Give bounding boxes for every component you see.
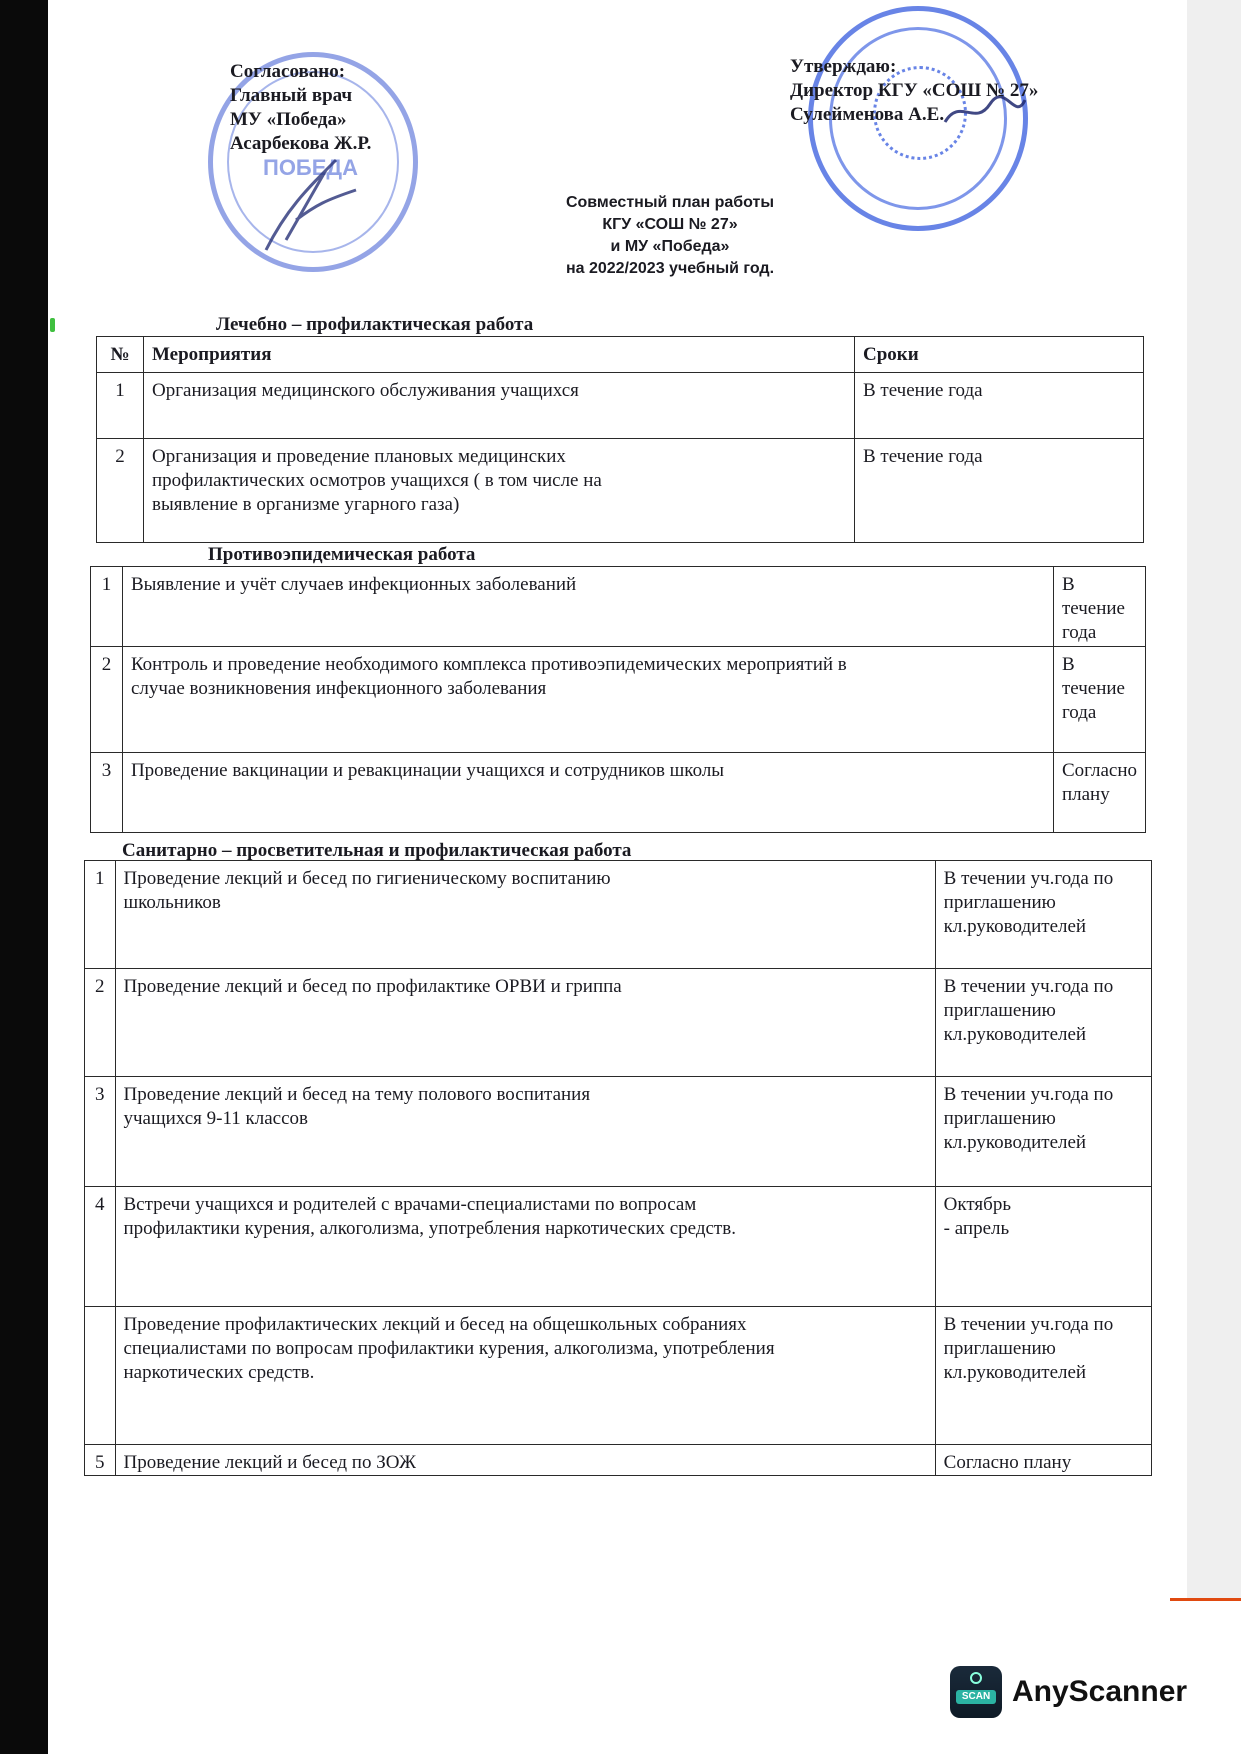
header-num: №	[97, 337, 144, 373]
row-term: В течение года	[1053, 647, 1145, 753]
table-row	[85, 861, 1152, 969]
section-title-sanitary: Санитарно – просветительная и профилактическая работа	[122, 840, 632, 861]
row-num: 1	[97, 373, 144, 439]
row-event: Проведение лекций и бесед по гигиеническому воспитанию школьников	[115, 861, 935, 969]
approval-right-line: Сулейменова А.Е.	[790, 104, 945, 125]
row-event: Проведение лекций и бесед по профилактике ОРВИ и гриппа	[115, 969, 935, 1077]
approval-right-line: Директор КГУ «СОШ № 27»	[790, 80, 1039, 101]
scanner-app-icon	[950, 1666, 1002, 1718]
approval-left	[230, 60, 371, 156]
row-term: В течение года	[1053, 567, 1145, 647]
table-row	[91, 567, 1146, 647]
table-row	[85, 1445, 1152, 1476]
row-num: 1	[85, 861, 116, 969]
title-line: и МУ «Победа»	[610, 238, 730, 255]
row-event: Проведение вакцинации и ревакцинации учащихся и сотрудников школы	[122, 753, 1053, 833]
row-term: В течении уч.года по приглашению кл.руководителей	[935, 969, 1151, 1077]
approval-right	[790, 55, 1038, 127]
row-event: Проведение лекций и бесед по ЗОЖ	[115, 1445, 935, 1476]
row-event: Проведение лекций и бесед на тему полового воспитания учащихся 9-11 классов	[115, 1077, 935, 1187]
table-row	[85, 1307, 1152, 1445]
scan-edge-mark	[50, 318, 55, 332]
row-term: В течение года	[855, 439, 1144, 543]
table-epidemic	[90, 566, 1146, 833]
scan-edge-right	[1187, 0, 1241, 1600]
table-header-row	[97, 337, 1144, 373]
section-title-epidemic: Противоэпидемическая работа	[208, 544, 476, 565]
approval-right-line: Утверждаю:	[790, 56, 897, 77]
row-event: Выявление и учёт случаев инфекционных заболеваний	[122, 567, 1053, 647]
lens-icon	[970, 1672, 982, 1684]
stamp-left-text: ПОБЕДА	[263, 155, 358, 180]
row-num: 2	[85, 969, 116, 1077]
section-title-treatment: Лечебно – профилактическая работа	[216, 314, 534, 335]
row-num: 1	[91, 567, 123, 647]
scan-edge-accent	[1170, 1598, 1241, 1601]
approval-left-line: Асарбекова Ж.Р.	[230, 133, 372, 154]
row-term: В течении уч.года по приглашению кл.руководителей	[935, 1307, 1151, 1445]
row-term: В течении уч.года по приглашению кл.руководителей	[935, 1077, 1151, 1187]
row-num: 2	[91, 647, 123, 753]
row-term: Согласно плану	[1053, 753, 1145, 833]
approval-left-line: Согласовано:	[230, 61, 346, 82]
brand-name: AnyScanner	[1012, 1675, 1188, 1708]
table-row	[91, 753, 1146, 833]
row-term: В течение года	[855, 373, 1144, 439]
row-event: Проведение профилактических лекций и бесед на общешкольных собраниях специалистами по вопросам профилактики курения, алкоголизма, употребления наркотических средств.	[115, 1307, 935, 1445]
header-term: Сроки	[855, 337, 1144, 373]
row-num: 3	[91, 753, 123, 833]
row-num: 3	[85, 1077, 116, 1187]
table-row	[97, 373, 1144, 439]
anyscanner-watermark	[950, 1666, 1187, 1718]
row-term: Октябрь - апрель	[935, 1187, 1151, 1307]
row-event: Встречи учащихся и родителей с врачами-специалистами по вопросам профилактики курения, алкоголизма, употребления наркотических средств.	[115, 1187, 935, 1307]
table-sanitary	[84, 860, 1152, 1476]
table-row	[97, 439, 1144, 543]
row-event: Организация и проведение плановых медицинских профилактических осмотров учащихся ( в том числе на выявление в организме угарного газа)	[144, 439, 855, 543]
signature-left	[256, 150, 366, 260]
approval-left-line: МУ «Победа»	[230, 109, 347, 130]
row-num: 4	[85, 1187, 116, 1307]
title-line: КГУ «СОШ № 27»	[602, 216, 738, 233]
scan-icon-label: SCAN	[961, 1691, 991, 1702]
table-row	[91, 647, 1146, 753]
row-num	[85, 1307, 116, 1445]
header-event: Мероприятия	[144, 337, 855, 373]
table-treatment	[96, 336, 1144, 543]
title-line: на 2022/2023 учебный год.	[565, 260, 775, 277]
row-term: Согласно плану	[935, 1445, 1151, 1476]
row-event: Контроль и проведение необходимого комплекса противоэпидемических мероприятий в случае возникновения инфекционного заболевания	[122, 647, 1053, 753]
table-row	[85, 1077, 1152, 1187]
table-row	[85, 969, 1152, 1077]
row-event: Организация медицинского обслуживания учащихся	[144, 373, 855, 439]
row-num: 5	[85, 1445, 116, 1476]
scan-edge-left	[0, 0, 48, 1754]
document-title	[470, 192, 870, 280]
title-line: Совместный план работы	[565, 194, 775, 211]
approval-left-line: Главный врач	[230, 85, 353, 106]
row-num: 2	[97, 439, 144, 543]
row-term: В течении уч.года по приглашению кл.руководителей	[935, 861, 1151, 969]
table-row	[85, 1187, 1152, 1307]
